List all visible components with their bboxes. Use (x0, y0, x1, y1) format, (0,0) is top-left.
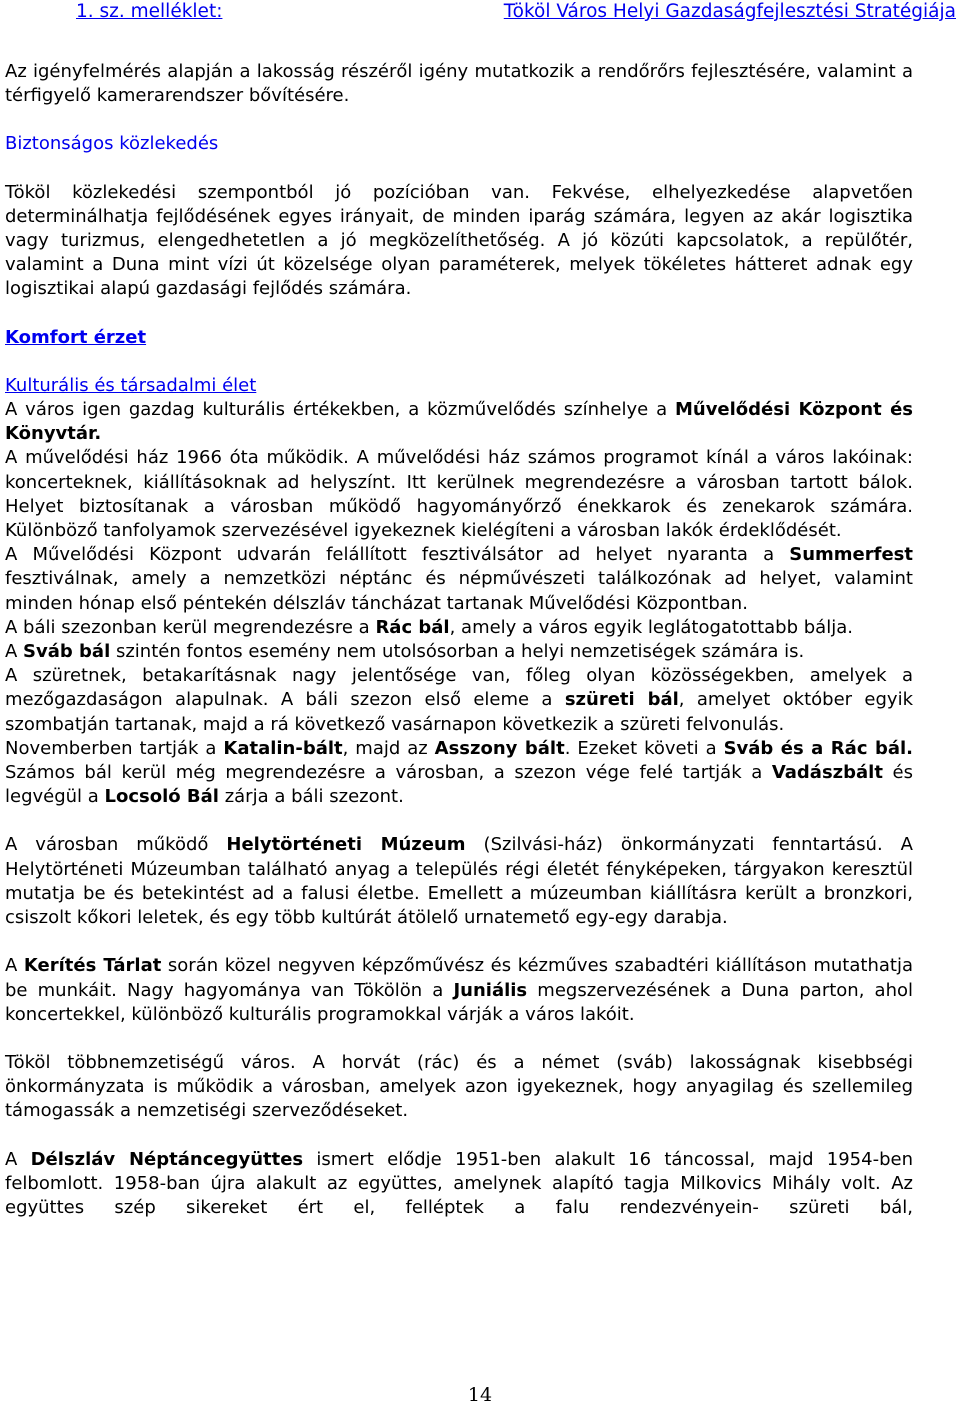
november-balls-paragraph (5, 737, 913, 810)
culture-text: A művelődési ház számos programot kínál a város lakóinak: koncerteknek, kiállításoknak ad helyszínt. (5, 447, 914, 493)
fence-text: megszervezésének a Duna parton, ahol koncertekkel, különböző kulturális programokkal várják a város lakóit. (5, 979, 914, 1025)
svab-ball-name: Sváb bál (23, 641, 111, 663)
nationalities-paragraph: Tököl többnemzetiségű város. A horvát (rác) és a német (sváb) lakosságnak kisebbségi önkormányzata is működik a városban, amelyek azon igyekeznek, hogy anyagilag és szellemileg támogassák a nemzetiségi szerveződéseket. (5, 1051, 913, 1122)
balls-text: . Ezeket követi a (564, 737, 724, 759)
fence-text: során közel negyven képzőművész és kézműves szabadtéri kiállításon mutathatja be munkáit. Nagy hagyománya van Tökölön a (5, 955, 913, 1001)
rac-ball-text: A báli szezonban kerül megrendezésre a (5, 616, 376, 638)
katalin-ball-name: Katalin-bált (223, 737, 343, 759)
culture-paragraph-1 (5, 398, 913, 446)
summerfest-paragraph (5, 543, 913, 616)
section-heading-safe-transport: Biztonságos közlekedés (5, 133, 219, 155)
culture-text: Helyet biztosítanak a városban működő hagyományőrző énekkarok és zenekarok számára. (5, 495, 913, 517)
safe-transport-sentence-2: Fekvése, elhelyezkedése alapvetően determinálhatja fejlődésének egyes irányait, de minden iparág számára, legyen az akár logisztika vagy turizmus, elengedhetetlen a jó megközelíthetőség. (5, 181, 913, 252)
intro-paragraph: Az igényfelmérés alapján a lakosság részéről igény mutatkozik a rendőrőrs fejlesztésére, valamint a térfigyelő kamerarendszer bővítésére. (5, 61, 913, 107)
summerfest-text: fesztiválnak, amely a nemzetközi néptánc és népművészeti találkozónak ad helyet, valamint minden hónap első péntekén délszláv táncházat tartanak Művelődési Központban. (5, 568, 913, 614)
page-header (0, 0, 960, 24)
harvest-text: A báli szezon első eleme a (268, 689, 565, 711)
svab-ball-paragraph (5, 640, 913, 664)
balls-text: Számos bál kerül még megrendezésre a városban, a szezon vége felé tartják a (5, 762, 772, 784)
locsolo-ball-name: Locsoló Bál (104, 786, 219, 808)
svab-ball-text: szintén fontos esemény nem utolsósorban a helyi nemzetiségek számára is. (110, 641, 805, 663)
fence-text: A (5, 955, 24, 977)
junialis-name: Juniális (453, 979, 528, 1001)
safe-transport-sentence-3: A jó közúti kapcsolatok, a repülőtér, valamint a Duna mint vízi út közelsége olyan paraméterek, melyek tökéletes hátteret adnak egy logisztikai alapú gazdasági fejlődés számára. (5, 230, 913, 300)
hunters-ball-name: Vadászbált (771, 762, 883, 784)
svab-rac-ball-name: Sváb és a Rác bál. (723, 737, 913, 759)
safe-transport-sentence-1: Tököl közlekedési szempontból jó pozícióban van. (5, 181, 530, 203)
balls-text: Novemberben tartják a (5, 737, 224, 759)
culture-paragraph-2 (5, 446, 913, 543)
culture-text: A művelődési ház 1966 óta működik. (5, 447, 349, 469)
balls-text: , majd az (342, 737, 435, 759)
museum-paragraph (5, 833, 913, 930)
harvest-text: , amelyet október egyik szombatján tartanak, majd a rá következő vasárnapon következik a szüreti felvonulás. (5, 689, 913, 735)
svab-ball-text: A (5, 641, 24, 663)
asszony-ball-name: Asszony bált (434, 737, 565, 759)
dance-text: A (5, 1148, 31, 1170)
fence-exhibition-paragraph (5, 954, 913, 1027)
museum-text: (Szilvási-ház) önkormányzati fenntartású. A Helytörténeti Múzeumban található anyag a település régi életét fényképeken, tárgyakon keresztül mutatja be és betekintést ad a falusi életbe. Emellett a múzeumban kiállításra került a bronzkori, csiszolt kőkori leletek, és egy több kultúrát átölelő urnatemető egy-egy darabja. (5, 834, 913, 929)
document-body (5, 60, 913, 1220)
dance-ensemble-paragraph (5, 1148, 913, 1221)
culture-text: Különböző tanfolyamok szervezésével igyekeznek kielégíteni a városban lakók érdeklődését. (5, 520, 842, 542)
culture-text: A város igen gazdag kulturális értékekben, a közművelődés színhelye a (5, 399, 675, 421)
balls-text: zárja a báli szezont. (218, 786, 404, 808)
balls-text: és legvégül a (5, 762, 913, 808)
dance-text: ismert elődje 1951-ben alakult 16 táncossal, majd 1954-ben felbomlott. 1958-ban újra alakult az együttes, amelynek alapító tagja Milkovics Mihály volt. Az együttes szép sikereket ért el, felléptek a falu rendezvényein- szüreti bál, (5, 1148, 913, 1218)
harvest-text: A szüretnek, betakarításnak nagy jelentősége van, főleg olyan közösségekben, amelyek a mezőgazdaságon alapulnak. (5, 665, 913, 711)
summerfest-text: A Művelődési Központ udvarán felállított fesztiválsátor ad helyet nyaranta a (5, 544, 790, 566)
museum-name: Helytörténeti Múzeum (226, 834, 466, 856)
dance-ensemble-name: Délszláv Néptáncegyüttes (30, 1148, 304, 1170)
section-heading-comfort: Komfort érzet (5, 326, 147, 348)
culture-text: Itt kerülnek megrendezésre a városban tartott bálok. (396, 471, 913, 493)
harvest-paragraph (5, 664, 913, 737)
culture-center-name: Művelődési Központ és Könyvtár. (5, 399, 914, 445)
rac-ball-text: , amely a város egyik leglátogatottabb bálja. (449, 616, 853, 638)
page-number: 14 (467, 1384, 493, 1406)
harvest-ball-name: szüreti bál (564, 689, 679, 711)
fence-exhibition-name: Kerítés Tárlat (23, 955, 162, 977)
safe-transport-paragraph (5, 181, 913, 302)
header-document-title: Tököl Város Helyi Gazdaságfejlesztési Stratégiája (503, 1, 956, 22)
subheading-culture: Kulturális és társadalmi élet (5, 374, 257, 396)
rac-ball-paragraph (5, 616, 913, 640)
rac-ball-name: Rác bál (375, 616, 450, 638)
museum-text: A városban működő (5, 834, 227, 856)
header-annex-label: 1. sz. melléklet: (76, 1, 223, 22)
summerfest-name: Summerfest (789, 544, 913, 566)
